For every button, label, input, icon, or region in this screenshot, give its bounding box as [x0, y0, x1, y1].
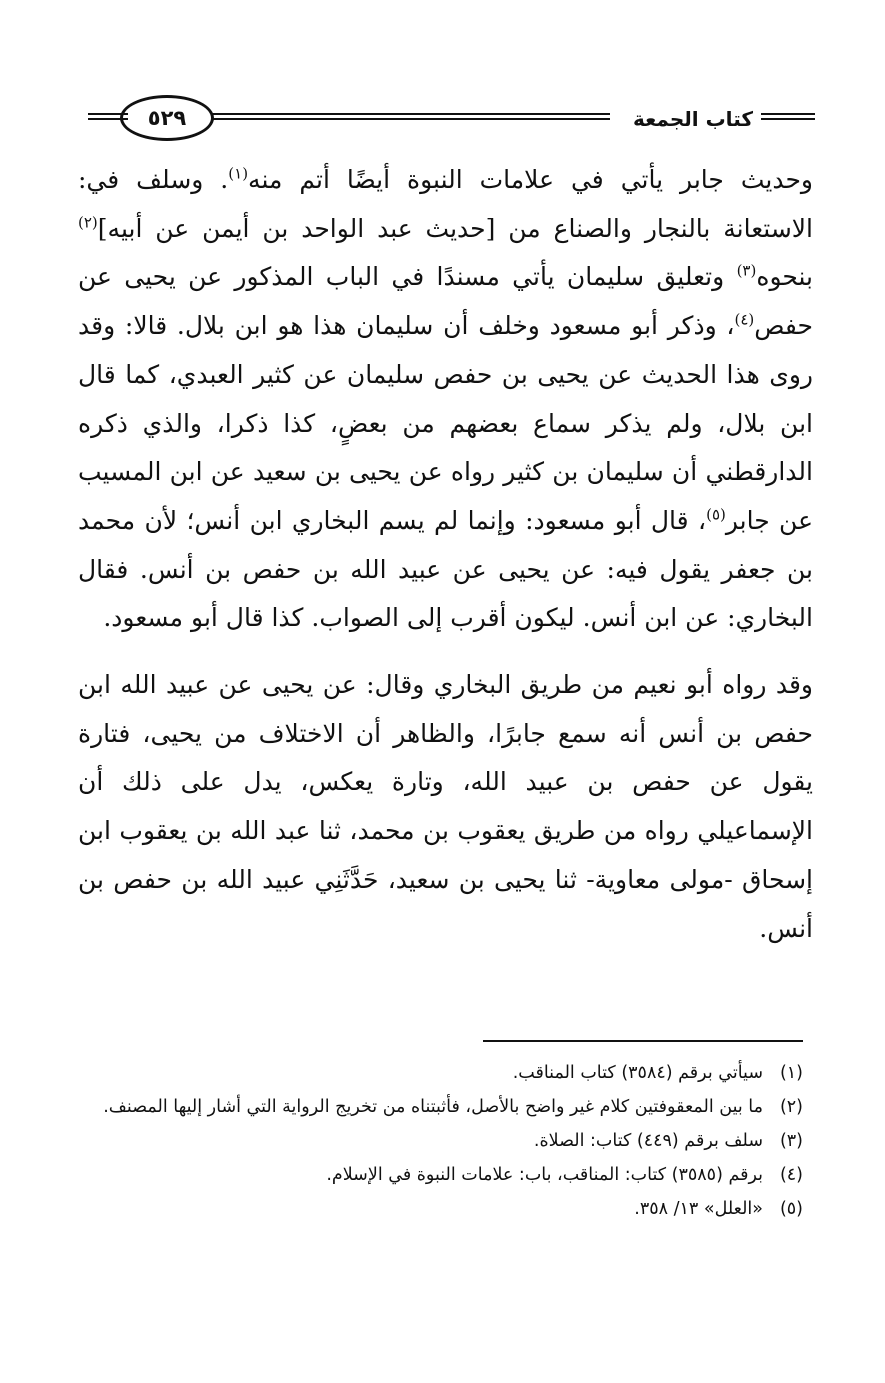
footnote-ref-1[interactable]: (١) — [228, 164, 249, 183]
footnote-item — [83, 1158, 803, 1192]
footnote-text: سيأتي برقم (٣٥٨٤) كتاب المناقب. — [512, 1063, 763, 1083]
footnotes — [83, 1056, 803, 1226]
footnote-item — [83, 1124, 803, 1158]
footnote-number: (٣) — [779, 1131, 803, 1151]
footnote-ref-3[interactable]: (٣) — [736, 262, 757, 281]
main-text — [78, 156, 813, 953]
text-segment: وحديث جابر يأتي في علامات النبوة أيضًا أتم منه — [248, 165, 813, 194]
footnote-item — [83, 1056, 803, 1090]
page-number: ٥٢٩ — [120, 95, 214, 141]
header-rule-right — [761, 113, 815, 120]
header-rule-middle — [205, 113, 610, 120]
footnote-text: «العلل» ١٣/ ٣٥٨. — [634, 1199, 763, 1219]
text-segment: بنحوه — [756, 262, 813, 292]
footnote-divider — [483, 1040, 803, 1042]
text-segment: وتعليق سليمان يأتي مسندًا في الباب المذكور عن يحيى عن حفص — [78, 262, 813, 341]
page-header — [80, 95, 815, 139]
chapter-title: كتاب الجمعة — [633, 107, 753, 131]
footnote-text: ما بين المعقوفتين كلام غير واضح بالأصل، فأثبتناه من تخريج الرواية التي أشار إليها المصنف. — [103, 1097, 763, 1117]
footnote-text: برقم (٣٥٨٥) كتاب: المناقب، باب: علامات النبوة في الإسلام. — [326, 1165, 763, 1185]
footnote-number: (٥) — [779, 1199, 803, 1219]
header-rule-left — [88, 113, 128, 120]
footnote-ref-4[interactable]: (٤) — [734, 310, 755, 329]
footnote-text: سلف برقم (٤٤٩) كتاب: الصلاة. — [533, 1131, 763, 1151]
footnote-item — [83, 1192, 803, 1226]
footnote-number: (١) — [779, 1063, 803, 1083]
footnote-number: (٤) — [779, 1165, 803, 1185]
footnote-ref-2[interactable]: (٢) — [78, 213, 98, 232]
text-segment: ، وذكر أبو مسعود وخلف أن سليمان هذا هو ابن بلال. قالا: وقد روى هذا الحديث عن يحيى بن حفص سليمان عن كثير العبدي، كما قال ابن بلال، ولم يذكر سماع بعضهم من بعضٍ، كذا ذكرا، والذي ذكره الدارقطني أن سليمان بن كثير رواه عن يحيى بن سعيد عن ابن المسيب عن جابر — [78, 311, 814, 535]
paragraph-2: وقد رواه أبو نعيم من طريق البخاري وقال: عن يحيى عن عبيد الله ابن حفص بن أنس أنه سمع جابرًا، والظاهر أن الاختلاف من يحيى، فتارة يقول عن حفص بن عبيد الله، وتارة يعكس، يدل على ذلك أن الإسماعيلي رواه من طريق يعقوب بن محمد، ثنا عبد الله بن يعقوب ابن إسحاق -مولى معاوية- ثنا يحيى بن سعيد، حَدَّثَنِي عبيد الله بن حفص بن أنس. — [78, 670, 813, 943]
paragraph-1 — [78, 156, 813, 643]
footnote-number: (٢) — [779, 1097, 803, 1117]
footnote-ref-5[interactable]: (٥) — [706, 505, 726, 524]
text-segment: . وسلف في: الاستعانة بالنجار والصناع من [حديث عبد الواحد بن أيمن عن أبيه] — [78, 165, 813, 243]
footnote-item — [83, 1090, 803, 1124]
text-segment: ، قال أبو مسعود: وإنما لم يسم البخاري ابن أنس؛ لأن محمد بن جعفر يقول فيه: عن يحيى عن عبيد الله بن حفص بن أنس. فقال البخاري: عن ابن أنس. ليكون أقرب إلى الصواب. كذا قال أبو مسعود. — [78, 505, 813, 633]
